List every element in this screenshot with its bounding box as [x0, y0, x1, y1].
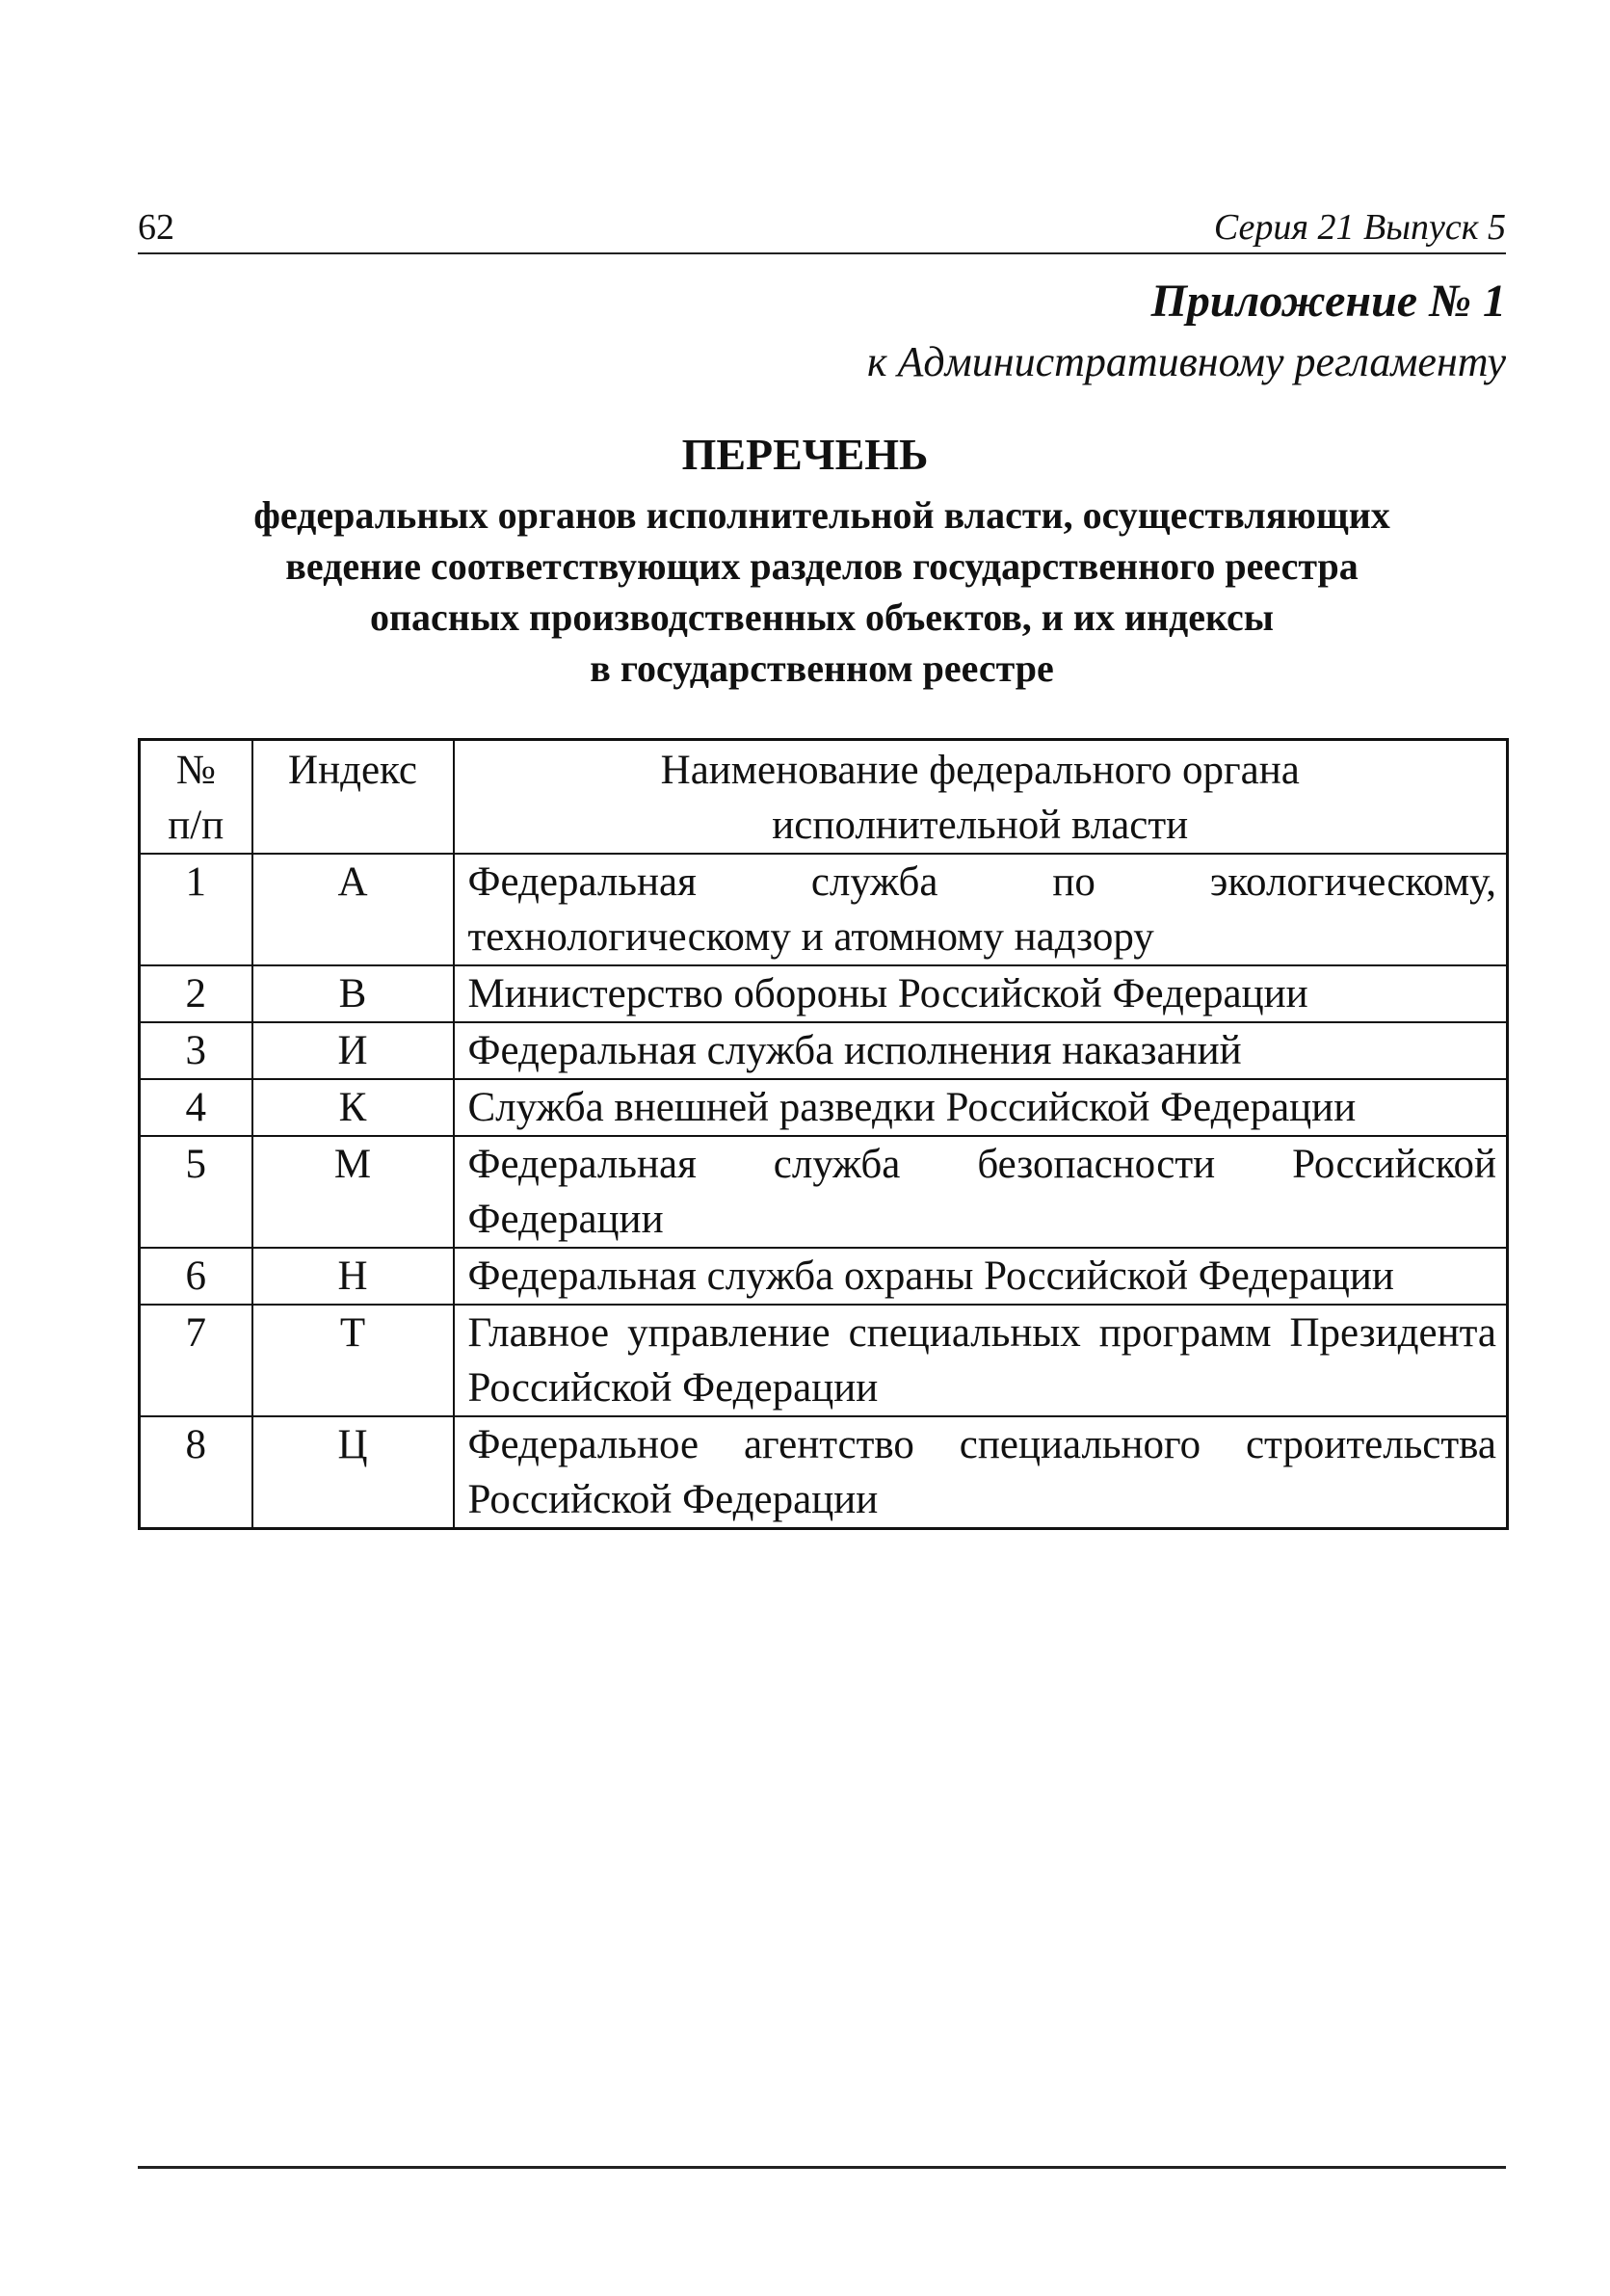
cell-index: Н — [252, 1248, 454, 1305]
table-header-row — [140, 740, 1508, 855]
appendix-title: Приложение № 1 — [1150, 276, 1506, 327]
cell-name: Федеральная служба охраны Российской Федерации — [454, 1248, 1508, 1305]
cell-name: Федеральное агентство специального строительства Российской Федерации — [454, 1416, 1508, 1529]
cell-name: Федеральная служба исполнения наказаний — [454, 1022, 1508, 1079]
cell-index: В — [252, 965, 454, 1022]
header-num-line: № — [175, 748, 216, 793]
table-row — [140, 1022, 1508, 1079]
cell-num: 8 — [140, 1416, 252, 1529]
subtitle-line: опасных производственных объектов, и их индексы — [369, 595, 1275, 639]
cell-num: 6 — [140, 1248, 252, 1305]
cell-num: 1 — [140, 854, 252, 965]
document-subtitle — [138, 489, 1506, 694]
running-header — [138, 204, 1506, 254]
cell-index: А — [252, 854, 454, 965]
table-row — [140, 1248, 1508, 1305]
cell-name: Главное управление специальных программ Президента Российской Федерации — [454, 1305, 1508, 1416]
header-num — [140, 740, 252, 855]
cell-name: Федеральная служба по экологическому, технологическому и атомному надзору — [454, 854, 1508, 965]
subtitle-line: федеральных органов исполнительной власти, осуществляющих — [253, 493, 1390, 537]
cell-num: 3 — [140, 1022, 252, 1079]
cell-num: 7 — [140, 1305, 252, 1416]
document-title: ПЕРЕЧЕНЬ — [681, 430, 929, 479]
table-row — [140, 965, 1508, 1022]
subtitle-line: в государственном реестре — [590, 647, 1054, 690]
page-number: 62 — [138, 207, 174, 248]
table-row — [140, 854, 1508, 965]
header-index: Индекс — [252, 740, 454, 855]
cell-index: К — [252, 1079, 454, 1136]
cell-index: Т — [252, 1305, 454, 1416]
cell-num: 5 — [140, 1136, 252, 1248]
cell-num: 2 — [140, 965, 252, 1022]
cell-index: Ц — [252, 1416, 454, 1529]
table-row — [140, 1416, 1508, 1529]
cell-name: Федеральная служба безопасности Российской Федерации — [454, 1136, 1508, 1248]
cell-index: М — [252, 1136, 454, 1248]
registry-table — [138, 738, 1509, 1530]
table-row — [140, 1305, 1508, 1416]
appendix-subtitle: к Административному регламенту — [866, 338, 1506, 385]
header-name-line: исполнительной власти — [772, 803, 1189, 848]
cell-num: 4 — [140, 1079, 252, 1136]
cell-name: Министерство обороны Российской Федерации — [454, 965, 1508, 1022]
table-row — [140, 1079, 1508, 1136]
table-row — [140, 1136, 1508, 1248]
footer-divider — [138, 2166, 1506, 2169]
subtitle-line: ведение соответствующих разделов государственного реестра — [285, 544, 1359, 588]
cell-name: Служба внешней разведки Российской Федерации — [454, 1079, 1508, 1136]
series-label: Серия 21 Выпуск 5 — [1213, 207, 1506, 248]
cell-index: И — [252, 1022, 454, 1079]
header-num-line: п/п — [168, 803, 224, 848]
header-name — [454, 740, 1508, 855]
header-name-line: Наименование федерального органа — [660, 748, 1300, 793]
